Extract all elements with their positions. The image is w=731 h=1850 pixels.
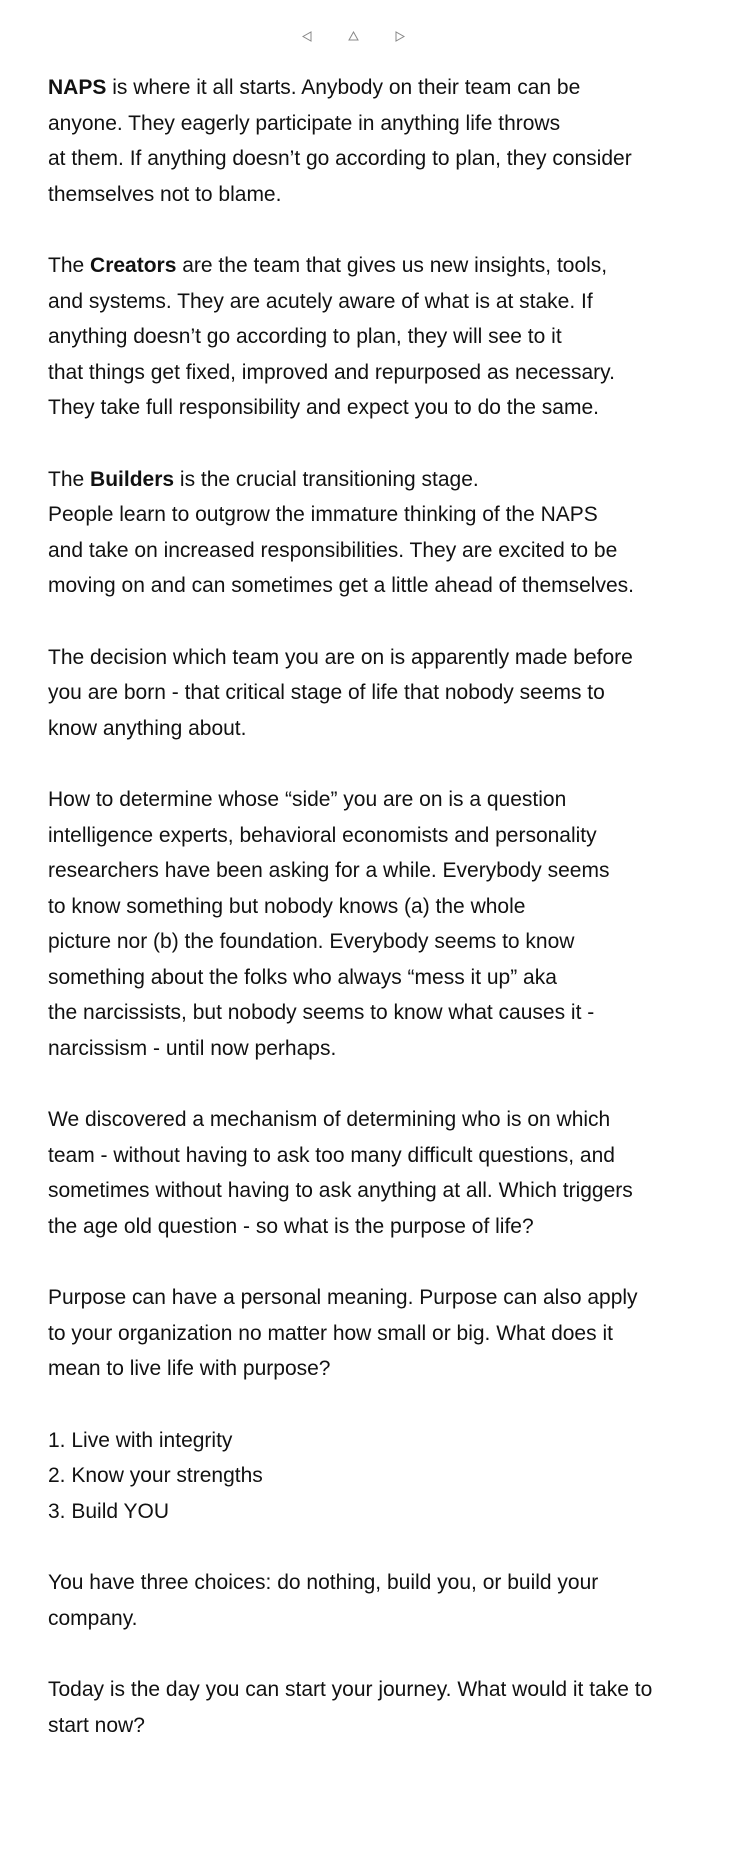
bold-term-builders: Builders	[90, 467, 175, 491]
bold-term-naps: NAPS	[48, 76, 107, 99]
list-item: 2. Know your strengths	[48, 1464, 263, 1487]
triangle-right-icon	[395, 31, 405, 42]
paragraph-decision: The decision which team you are on is apparently made before you are born - that critical stage of life that nobody seems to know anything about.	[48, 645, 633, 740]
next-page-button[interactable]	[390, 26, 410, 46]
page-navigation	[0, 26, 731, 46]
paragraph-how-to-determine: How to determine whose “side” you are on is a question intelligence experts, behavioral economists and personality researchers have been asking for a while. Everybody seems to know something but nobody knows (a) the whole picture nor (b) the foundation. Everybody seems to know something about the folks who always “mess it up” aka the narcissists, but nobody seems to know what causes it - narcissism - until now perhaps.	[48, 788, 610, 1060]
triangle-up-icon	[348, 31, 359, 41]
numbered-list	[48, 1423, 708, 1530]
triangle-left-icon	[302, 31, 312, 42]
article-body	[48, 70, 708, 1779]
paragraph-creators: The Creators are the team that gives us new insights, tools, and systems. They are acutely aware of what is at stake. If anything doesn’t go according to plan, they will see to it that things get fixed, improved and repurposed as necessary. They take full responsibility and expect you to do the same.	[48, 254, 615, 419]
paragraph-purpose: Purpose can have a personal meaning. Purpose can also apply to your organization no matter how small or big. What does it mean to live life with purpose?	[48, 1286, 638, 1380]
previous-page-button[interactable]	[297, 26, 317, 46]
paragraph-mechanism: We discovered a mechanism of determining who is on which team - without having to ask too many difficult questions, and sometimes without having to ask anything at all. Which triggers the age old question - so what is the purpose of life?	[48, 1108, 633, 1238]
list-item: 3. Build YOU	[48, 1499, 170, 1523]
list-item: 1. Live with integrity	[48, 1428, 233, 1452]
paragraph-builders: The Builders is the crucial transitioning stage. People learn to outgrow the immature thinking of the NAPS and take on increased responsibilities. They are excited to be moving on and can sometimes get a little ahead of themselves.	[48, 467, 634, 597]
paragraph-three-choices: You have three choices: do nothing, build you, or build your company.	[48, 1571, 599, 1630]
paragraph-naps: NAPS is where it all starts. Anybody on their team can be anyone. They eagerly participate in anything life throws at them. If anything doesn’t go according to plan, they consider themselves not to blame.	[48, 76, 632, 206]
bold-term-creators: Creators	[90, 254, 177, 277]
up-page-button[interactable]	[343, 26, 363, 46]
paragraph-today: Today is the day you can start your journey. What would it take to start now?	[48, 1678, 653, 1737]
